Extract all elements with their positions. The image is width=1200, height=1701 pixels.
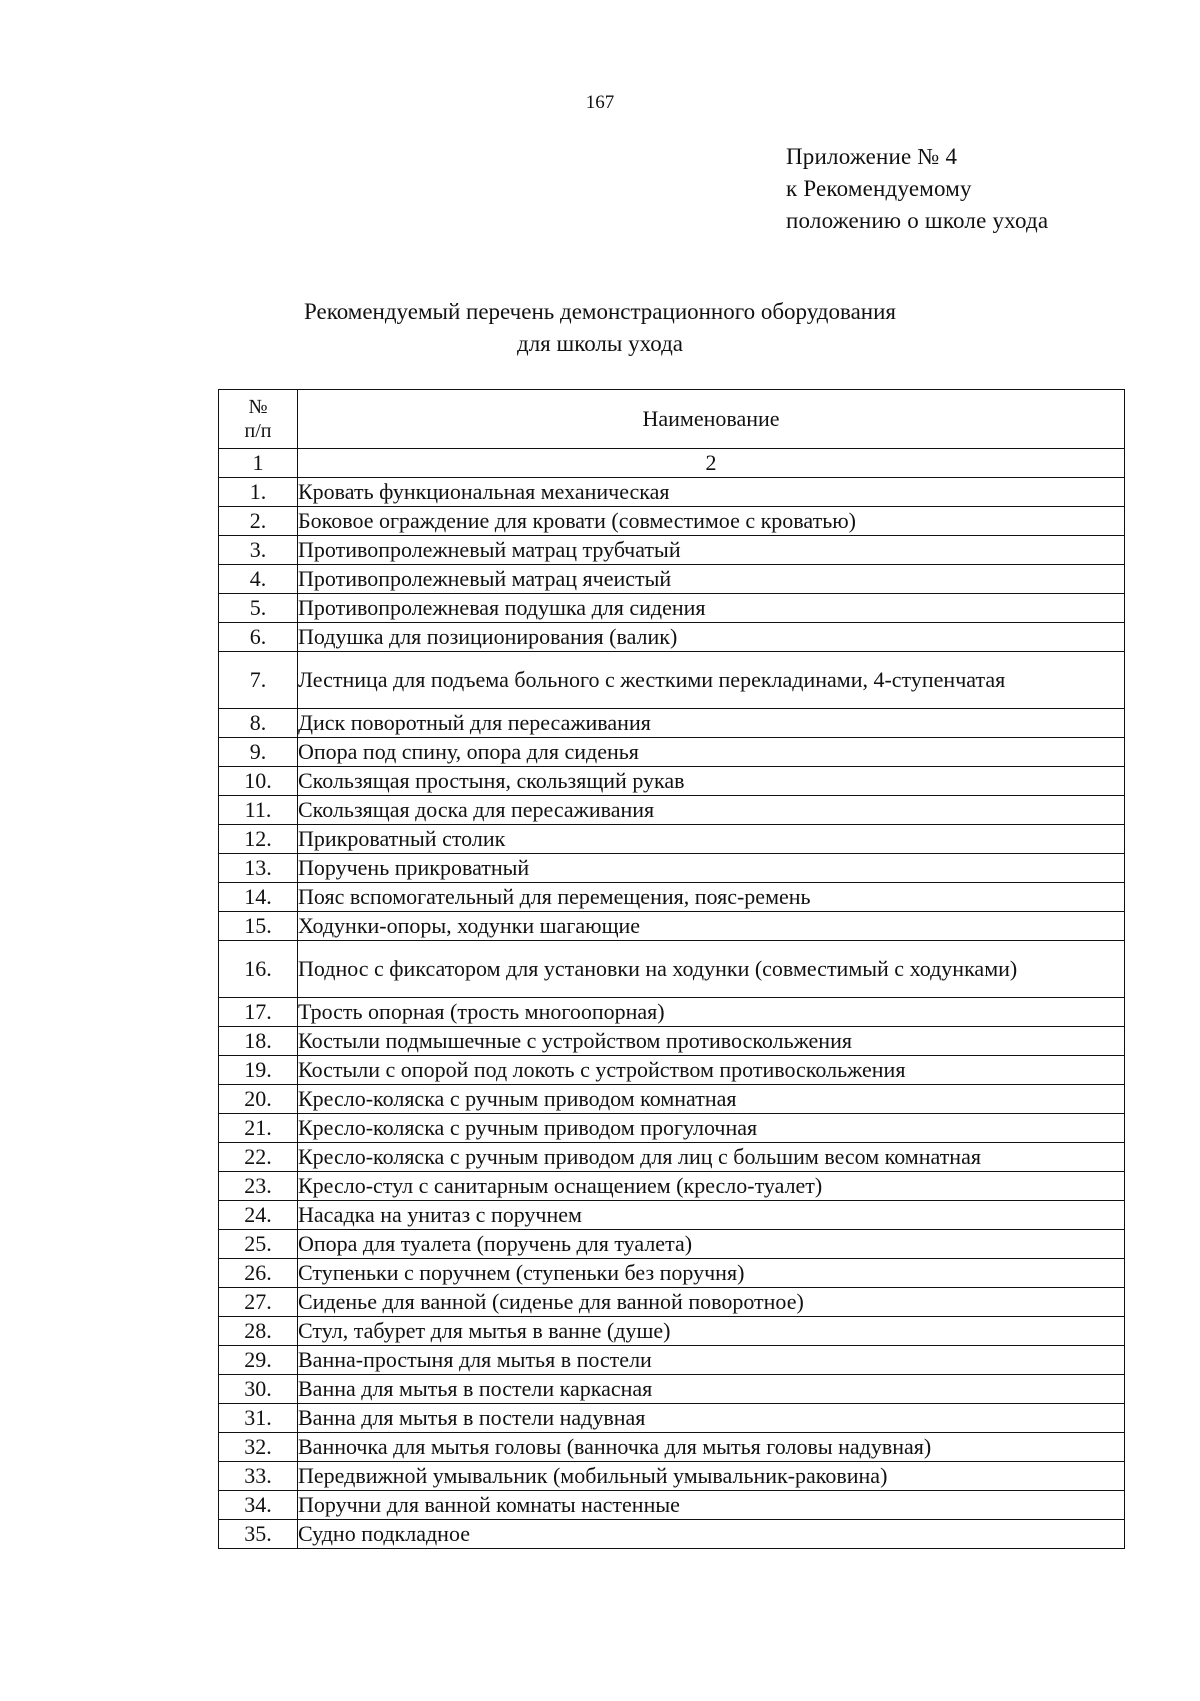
table-row [219, 767, 1125, 796]
row-number: 31. [219, 1404, 298, 1433]
row-name: Скользящая доска для пересаживания [298, 796, 1125, 825]
table-row [219, 998, 1125, 1027]
table-row [219, 1404, 1125, 1433]
table-row [219, 1462, 1125, 1491]
row-name: Ванна для мытья в постели каркасная [298, 1375, 1125, 1404]
document-title [0, 296, 1200, 360]
column-index-2: 2 [298, 449, 1125, 478]
row-name: Противопролежневый матрац ячеистый [298, 565, 1125, 594]
row-number: 11. [219, 796, 298, 825]
row-name: Подушка для позиционирования (валик) [298, 623, 1125, 652]
row-number: 14. [219, 883, 298, 912]
table-row [219, 1259, 1125, 1288]
table-row [219, 565, 1125, 594]
row-name: Костыли подмышечные с устройством противоскольжения [298, 1027, 1125, 1056]
row-name: Поднос с фиксатором для установки на ходунки (совместимый с ходунками) [298, 941, 1125, 998]
table-row [219, 796, 1125, 825]
row-number: 19. [219, 1056, 298, 1085]
row-name: Насадка на унитаз с поручнем [298, 1201, 1125, 1230]
row-number: 22. [219, 1143, 298, 1172]
page-number: 167 [585, 92, 615, 113]
row-name: Трость опорная (трость многоопорная) [298, 998, 1125, 1027]
row-name: Ступеньки с поручнем (ступеньки без поручня) [298, 1259, 1125, 1288]
table-row [219, 1172, 1125, 1201]
row-number: 21. [219, 1114, 298, 1143]
row-name: Скользящая простыня, скользящий рукав [298, 767, 1125, 796]
header-number [219, 390, 298, 449]
table-row [219, 1114, 1125, 1143]
table-row [219, 594, 1125, 623]
row-number: 29. [219, 1346, 298, 1375]
appendix-line: Приложение № 4 [786, 144, 958, 169]
row-name: Пояс вспомогательный для перемещения, пояс-ремень [298, 883, 1125, 912]
title-line: для школы ухода [517, 331, 683, 356]
row-number: 2. [219, 507, 298, 536]
row-number: 9. [219, 738, 298, 767]
row-name: Ванночка для мытья головы (ванночка для мытья головы надувная) [298, 1433, 1125, 1462]
row-name: Опора под спину, опора для сиденья [298, 738, 1125, 767]
column-index-1: 1 [219, 449, 298, 478]
row-number: 17. [219, 998, 298, 1027]
row-number: 10. [219, 767, 298, 796]
row-number: 32. [219, 1433, 298, 1462]
row-name: Костыли с опорой под локоть с устройством противоскольжения [298, 1056, 1125, 1085]
table-body [219, 478, 1125, 1549]
row-number: 26. [219, 1259, 298, 1288]
row-number: 13. [219, 854, 298, 883]
table-row [219, 507, 1125, 536]
row-name: Прикроватный столик [298, 825, 1125, 854]
row-name: Поручень прикроватный [298, 854, 1125, 883]
row-number: 30. [219, 1375, 298, 1404]
table-row [219, 1027, 1125, 1056]
table-row [219, 1230, 1125, 1259]
row-name: Кресло-коляска с ручным приводом прогулочная [298, 1114, 1125, 1143]
title-line: Рекомендуемый перечень демонстрационного оборудования [304, 299, 896, 324]
header-name: Наименование [298, 390, 1125, 449]
row-name: Стул, табурет для мытья в ванне (душе) [298, 1317, 1125, 1346]
row-number: 28. [219, 1317, 298, 1346]
row-name: Противопролежневая подушка для сидения [298, 594, 1125, 623]
table-row [219, 652, 1125, 709]
row-number: 15. [219, 912, 298, 941]
row-name: Сиденье для ванной (сиденье для ванной поворотное) [298, 1288, 1125, 1317]
table-row [219, 883, 1125, 912]
row-name: Ходунки-опоры, ходунки шагающие [298, 912, 1125, 941]
row-name: Противопролежневый матрац трубчатый [298, 536, 1125, 565]
row-name: Кресло-стул с санитарным оснащением (кресло-туалет) [298, 1172, 1125, 1201]
row-name: Кресло-коляска с ручным приводом для лиц с большим весом комнатная [298, 1143, 1125, 1172]
row-name: Кровать функциональная механическая [298, 478, 1125, 507]
row-name: Судно подкладное [298, 1520, 1125, 1549]
appendix-reference [786, 141, 1048, 237]
table-index-row [219, 449, 1125, 478]
row-number: 1. [219, 478, 298, 507]
table-row [219, 1288, 1125, 1317]
equipment-table [218, 389, 1125, 1549]
row-number: 33. [219, 1462, 298, 1491]
table-row [219, 1375, 1125, 1404]
table-row [219, 1317, 1125, 1346]
table-row [219, 825, 1125, 854]
row-name: Лестница для подъема больного с жесткими перекладинами, 4-ступенчатая [298, 652, 1125, 709]
header-number-symbol: № [248, 396, 268, 418]
row-number: 6. [219, 623, 298, 652]
row-number: 7. [219, 652, 298, 709]
table-row [219, 738, 1125, 767]
row-number: 18. [219, 1027, 298, 1056]
table-header-row [219, 390, 1125, 449]
row-number: 23. [219, 1172, 298, 1201]
table-row [219, 1520, 1125, 1549]
appendix-line: положению о школе ухода [786, 208, 1049, 233]
table-row [219, 1201, 1125, 1230]
table-row [219, 912, 1125, 941]
row-number: 3. [219, 536, 298, 565]
row-number: 20. [219, 1085, 298, 1114]
row-number: 8. [219, 709, 298, 738]
table-row [219, 536, 1125, 565]
table-row [219, 941, 1125, 998]
row-name: Кресло-коляска с ручным приводом комнатная [298, 1085, 1125, 1114]
table-row [219, 1143, 1125, 1172]
row-name: Боковое ограждение для кровати (совместимое с кроватью) [298, 507, 1125, 536]
row-number: 4. [219, 565, 298, 594]
row-name: Передвижной умывальник (мобильный умывальник-раковина) [298, 1462, 1125, 1491]
table-row [219, 1056, 1125, 1085]
row-number: 35. [219, 1520, 298, 1549]
row-name: Опора для туалета (поручень для туалета) [298, 1230, 1125, 1259]
header-number-abbr: п/п [244, 420, 272, 442]
table-row [219, 1433, 1125, 1462]
row-number: 12. [219, 825, 298, 854]
table-row [219, 854, 1125, 883]
table-row [219, 1491, 1125, 1520]
row-name: Поручни для ванной комнаты настенные [298, 1491, 1125, 1520]
table-row [219, 1085, 1125, 1114]
row-number: 5. [219, 594, 298, 623]
table-row [219, 478, 1125, 507]
table-row [219, 709, 1125, 738]
appendix-line: к Рекомендуемому [786, 176, 972, 201]
row-name: Ванна-простыня для мытья в постели [298, 1346, 1125, 1375]
row-number: 25. [219, 1230, 298, 1259]
row-number: 34. [219, 1491, 298, 1520]
row-name: Диск поворотный для пересаживания [298, 709, 1125, 738]
table-row [219, 623, 1125, 652]
row-number: 27. [219, 1288, 298, 1317]
row-name: Ванна для мытья в постели надувная [298, 1404, 1125, 1433]
table-row [219, 1346, 1125, 1375]
row-number: 16. [219, 941, 298, 998]
row-number: 24. [219, 1201, 298, 1230]
